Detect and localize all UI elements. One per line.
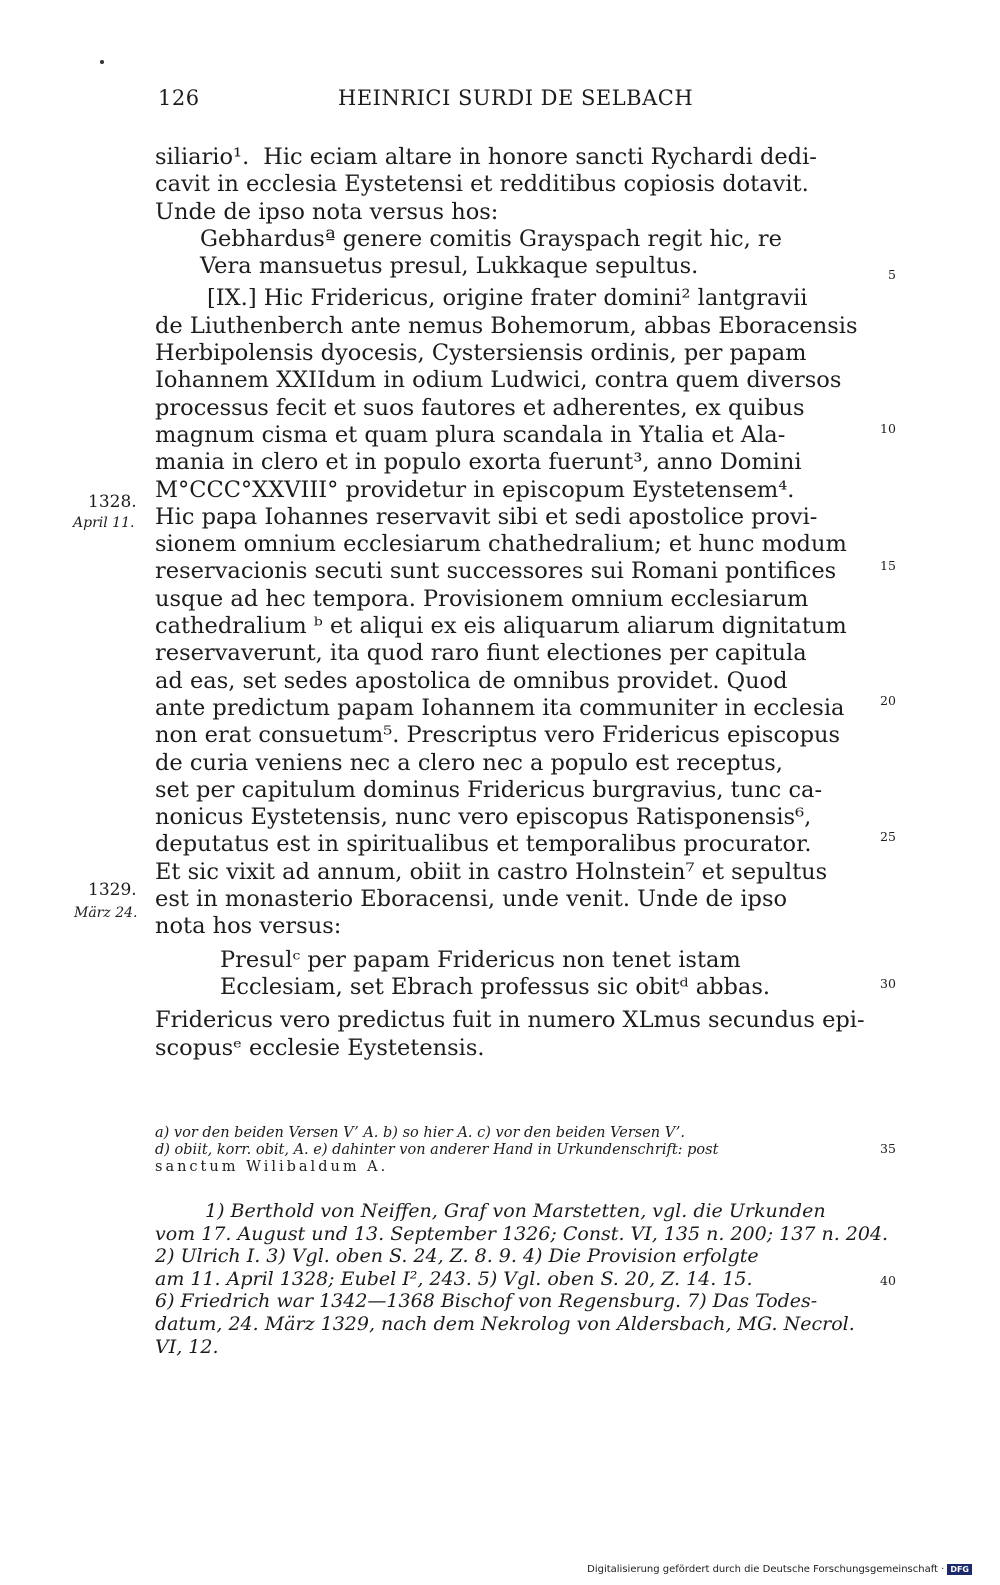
running-title: HEINRICI SURDI DE SELBACH (338, 86, 694, 110)
footnote-line: am 11. April 1328; Eubel I², 243. 5) Vgl. oben S. 20, Z. 14. 15. (155, 1267, 753, 1290)
margin-date-1-year: 1328. (88, 492, 137, 512)
footnote-line: 6) Friedrich war 1342—1368 Bischof von Regensburg. 7) Das Todes- (155, 1290, 818, 1313)
digitization-credit (587, 1564, 972, 1575)
text-line: Ecclesiam, set Ebrach professus sic obitᵈ abbas. (220, 973, 771, 1000)
verse-1 (155, 226, 865, 281)
verse-2 (155, 947, 865, 1002)
line-number: 10 (880, 421, 896, 436)
line-number: 40 (880, 1273, 896, 1288)
footnote-line: datum, 24. März 1329, nach dem Nekrolog von Aldersbach, MG. Necrol. (155, 1312, 855, 1335)
text-line: Vera mansuetus presul, Lukkaque sepultus. (200, 253, 699, 280)
footnote-line: 1) Berthold von Neiffen, Graf von Marstetten, vgl. die Urkunden (205, 1200, 826, 1222)
text-line (155, 199, 865, 226)
text-line: usque ad hec tempora. Provisionem omnium ecclesiarum (155, 585, 809, 612)
text-line: Gebhardusª genere comitis Grayspach regit hic, re (200, 225, 782, 252)
credit-text: Digitalisierung gefördert durch die Deutsche Forschungsgemeinschaft · (587, 1564, 945, 1575)
text-line: cathedralium ᵇ et aliqui ex eis aliquarum aliarum dignitatum (155, 613, 847, 640)
text-line: reservaverunt, ita quod raro fiunt electiones per capitula (155, 640, 807, 667)
text-line: reservacionis secuti sunt successores sui Romani pontifices (155, 558, 837, 585)
footnote-line: VI, 12. (155, 1335, 219, 1358)
margin-date-2-year: 1329. (88, 880, 137, 900)
text-line (155, 171, 865, 198)
page-speck (100, 60, 104, 64)
apparatus-line: sanctum Wilibaldum A. (155, 1159, 389, 1175)
text-span: Hic eciam altare in honore sancti Rychardi dedi- (263, 144, 817, 170)
line-number: 20 (880, 693, 896, 708)
text-line: Hic papa Iohannes reservavit sibi et sedi apostolice provi- (155, 503, 818, 530)
text-span: cavit in ecclesia Eystetensi et redditibus copiosis dotavit. (155, 171, 809, 198)
apparatus-line: d) obiit, korr. obit, A. e) dahinter von anderer Hand in Urkundenschrift: post (155, 1142, 719, 1158)
text-line: [IX.] Hic Fridericus, origine frater domini² lantgravii (207, 285, 808, 312)
apparatus-criticus (155, 1125, 865, 1176)
footnote-line: 2) Ulrich I. 3) Vgl. oben S. 24, Z. 8. 9. 4) Die Provision erfolgte (155, 1245, 759, 1268)
page-number: 126 (158, 86, 200, 110)
text-line: mania in clero et in populo exorta fuerunt³, anno Domini (155, 449, 802, 476)
text-line: nonicus Eystetensis, nunc vero episcopus Ratisponensis⁶, (155, 804, 812, 831)
apparatus-line: a) vor den beiden Versen V’ A. b) so hier A. c) vor den beiden Versen V’. (155, 1125, 685, 1141)
text-span: siliario¹. (155, 144, 250, 170)
main-text (155, 144, 865, 1062)
paragraph-1 (155, 144, 865, 226)
margin-date-2-day: März 24. (74, 905, 138, 921)
text-line: est in monasterio Eboracensi, unde venit. Unde de ipso (155, 886, 788, 913)
text-line: de curia veniens nec a clero nec a populo est receptus, (155, 749, 783, 776)
text-line: deputatus est in spiritualibus et temporalibus procurator. (155, 831, 812, 858)
text-line: Fridericus vero predictus fuit in numero XLmus secundus epi- (155, 1007, 865, 1034)
footnote-line: vom 17. August und 13. September 1326; Const. VI, 135 n. 200; 137 n. 204. (155, 1222, 889, 1245)
text-line: Herbipolensis dyocesis, Cystersiensis ordinis, per papam (155, 340, 807, 367)
line-number: 35 (880, 1141, 896, 1156)
text-line: Iohannem XXIIdum in odium Ludwici, contra quem diversos (155, 367, 842, 394)
text-line: Presulᶜ per papam Fridericus non tenet istam (220, 946, 741, 973)
text-line: scopusᵉ ecclesie Eystetensis. (155, 1034, 485, 1061)
text-line: ante predictum papam Iohannem ita communiter in ecclesia (155, 694, 845, 721)
text-line: Et sic vixit ad annum, obiit in castro Holnstein⁷ et sepultus (155, 858, 828, 885)
dfg-logo: DFG (947, 1564, 972, 1575)
text-line: de Liuthenberch ante nemus Bohemorum, abbas Eboracensis (155, 312, 858, 339)
paragraph-3 (155, 1007, 865, 1062)
paragraph-2 (155, 285, 865, 940)
margin-date-1-day: April 11. (73, 515, 135, 531)
text-line: sionem omnium ecclesiarum chathedralium; et hunc modum (155, 531, 847, 558)
line-number: 5 (888, 267, 896, 282)
line-number: 25 (880, 829, 896, 844)
text-line: magnum cisma et quam plura scandala in Ytalia et Ala- (155, 421, 786, 448)
line-number: 30 (880, 976, 896, 991)
text-line: processus fecit et suos fautores et adherentes, ex quibus (155, 394, 805, 421)
text-line: non erat consuetum⁵. Prescriptus vero Fridericus episcopus (155, 722, 841, 749)
text-line: M°CCC°XXVIII° providetur in episcopum Eystetensem⁴. (155, 476, 795, 503)
text-line: set per capitulum dominus Fridericus burgravius, tunc ca- (155, 776, 823, 803)
text-line (155, 144, 865, 171)
text-span: Unde de ipso nota versus hos: (155, 198, 499, 225)
text-line: ad eas, set sedes apostolica de omnibus providet. Quod (155, 667, 788, 694)
line-number: 15 (880, 558, 896, 573)
text-line: nota hos versus: (155, 913, 342, 940)
